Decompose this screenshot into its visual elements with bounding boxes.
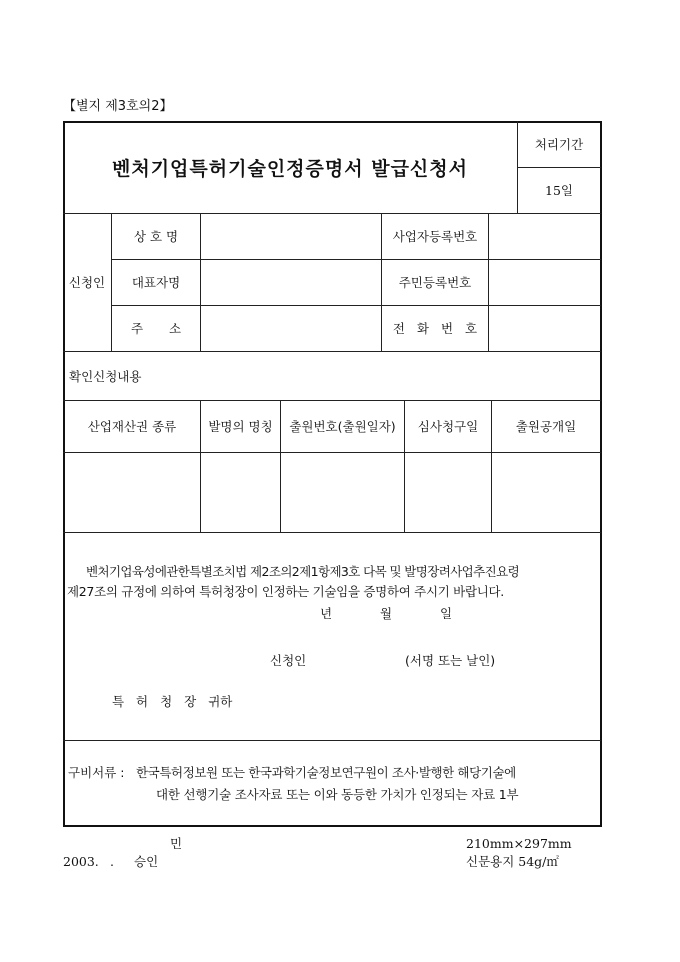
- exam-request-date-field[interactable]: [405, 453, 491, 532]
- business-reg-number-field[interactable]: [489, 213, 600, 259]
- date-year: 년: [320, 606, 333, 621]
- company-name-field[interactable]: [201, 213, 381, 259]
- attachments-label: 구비서류 :: [68, 765, 125, 780]
- attachments-line-2: 대한 선행기술 조사자료 또는 이와 동등한 가치가 인정되는 자료 1부: [156, 787, 519, 802]
- ip-type-field[interactable]: [64, 453, 200, 532]
- resident-reg-number-field[interactable]: [489, 259, 600, 305]
- divider: [63, 532, 601, 533]
- address-label: 주 소: [130, 321, 182, 336]
- statement-line-1: 벤처기업육성에관한특별조치법 제2조의2제1항제3호 다목 및 발명장려사업추진요령: [86, 564, 520, 579]
- form-title: 벤처기업특허기술인정증명서 발급신청서: [112, 157, 468, 180]
- column-header-application-number: 출원번호(출원일자): [289, 419, 396, 434]
- column-header-ip-type: 산업재산권 종류: [87, 419, 177, 434]
- column-header-publication-date: 출원공개일: [515, 419, 577, 434]
- attachments-line-1: 한국특허정보원 또는 한국과학기술정보연구원이 조사·발행한 해당기술에: [136, 765, 516, 780]
- addressee: 특 허 청 장 귀하: [112, 694, 233, 709]
- footer-min: 민: [170, 836, 183, 851]
- publication-date-field[interactable]: [492, 453, 600, 532]
- footer-approval: 승인: [134, 854, 159, 869]
- company-name-label: 상 호 명: [133, 229, 179, 244]
- signer-label: 신청인: [270, 653, 307, 668]
- footer-dot: .: [110, 854, 114, 869]
- form-reference: 【별지 제3호의2】: [63, 99, 173, 114]
- statement-line-2: 제27조의 규정에 의하여 특허청장이 인정하는 기술임을 증명하여 주시기 바랍니다.: [67, 584, 504, 599]
- representative-name-label: 대표자명: [131, 275, 181, 290]
- application-number-field[interactable]: [281, 453, 404, 532]
- invention-title-field[interactable]: [201, 453, 280, 532]
- column-header-exam-request-date: 심사청구일: [417, 419, 479, 434]
- table-right-border: [600, 121, 602, 827]
- business-reg-number-label: 사업자등록번호: [392, 229, 478, 244]
- phone-number-label: 전 화 번 호: [392, 321, 478, 336]
- column-header-invention-title: 발명의 명칭: [208, 419, 273, 434]
- footer-paper-size: 210mm×297mm: [466, 836, 572, 851]
- processing-period-value: 15일: [545, 183, 573, 198]
- date-month: 월: [380, 606, 393, 621]
- address-field[interactable]: [201, 305, 381, 351]
- date-day: 일: [440, 606, 453, 621]
- table-bottom-border: [63, 825, 602, 827]
- phone-number-field[interactable]: [489, 305, 600, 351]
- processing-period-label: 처리기간: [534, 137, 584, 152]
- footer-paper-type: 신문용지 54g/㎡: [466, 854, 559, 869]
- applicant-group-label: 신청인: [68, 275, 106, 290]
- divider: [63, 351, 601, 352]
- resident-reg-number-label: 주민등록번호: [398, 275, 472, 290]
- confirm-section-label: 확인신청내용: [69, 368, 142, 384]
- footer-year: 2003.: [63, 854, 99, 869]
- representative-name-field[interactable]: [201, 259, 381, 305]
- divider: [63, 740, 601, 741]
- signature-hint: (서명 또는 날인): [405, 653, 496, 668]
